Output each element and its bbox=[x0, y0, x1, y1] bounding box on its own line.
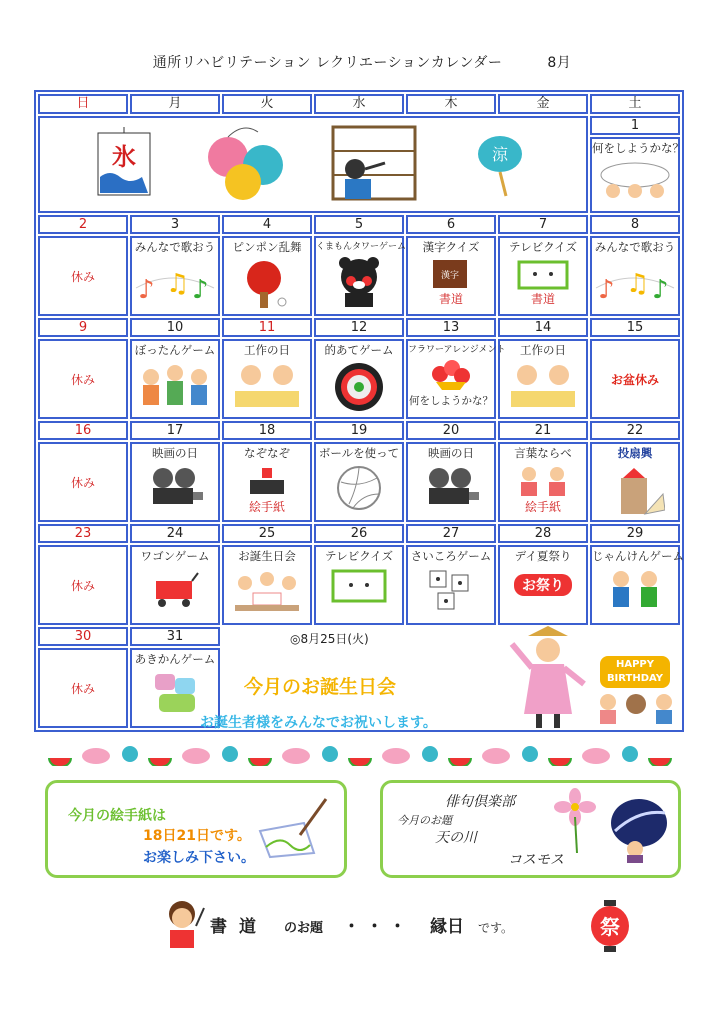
summer-illustration-cell bbox=[38, 116, 588, 213]
day-29-num: 29 bbox=[590, 524, 680, 543]
happy-birthday-sign bbox=[600, 656, 670, 688]
day-5-cell bbox=[314, 236, 407, 316]
weekday-thu: 木 bbox=[406, 94, 496, 114]
day-13-label: フラワーアレンジメント bbox=[408, 345, 506, 355]
garland-watermelon-icon bbox=[448, 758, 472, 766]
etegami-line3: お楽しみ下さい。 bbox=[143, 850, 255, 866]
calligraphy-girl-icon bbox=[160, 898, 206, 952]
craft-kids-icon bbox=[505, 361, 581, 411]
garland-fan-icon bbox=[322, 746, 338, 762]
day-23-num: 23 bbox=[38, 524, 128, 543]
haiku-subtitle: 今月のお題 bbox=[397, 814, 452, 827]
svg-text:♪: ♪ bbox=[138, 275, 155, 305]
day-19-cell bbox=[314, 442, 404, 522]
day-19-num: 19 bbox=[314, 421, 404, 440]
flower-arrangement-icon bbox=[426, 358, 476, 392]
page-title bbox=[0, 52, 724, 72]
garland-fan-icon bbox=[222, 746, 238, 762]
day-29-cell bbox=[590, 545, 684, 625]
summer-garland bbox=[44, 744, 684, 766]
etegami-line2: 18日21日です。 bbox=[143, 828, 251, 844]
haiku-theme-1: 天の川 bbox=[435, 830, 477, 846]
quiz-show-icon bbox=[513, 464, 573, 498]
week1-row bbox=[38, 116, 680, 135]
day-21-num: 21 bbox=[498, 421, 588, 440]
day-3-num: 3 bbox=[130, 215, 220, 234]
week3-event-row bbox=[38, 339, 680, 419]
garland-fan-icon bbox=[122, 746, 138, 762]
day-15-num: 15 bbox=[590, 318, 680, 337]
day-8-cell bbox=[590, 236, 680, 316]
music-notes-icon bbox=[592, 258, 678, 308]
day-8-label: みんなで歌おう bbox=[594, 240, 676, 254]
kumamon-icon bbox=[337, 255, 381, 307]
day-28-cell bbox=[498, 545, 588, 625]
garland-watermelon-icon bbox=[48, 758, 72, 766]
day-28-label: デイ夏祭り bbox=[514, 549, 572, 563]
garland-watermelon-icon bbox=[148, 758, 172, 766]
day-25-num: 25 bbox=[222, 524, 312, 543]
day-16-num: 16 bbox=[38, 421, 128, 440]
tosenkyo-fan-icon bbox=[605, 464, 665, 516]
garland-water-balloon-icon bbox=[82, 748, 110, 764]
rock-paper-scissors-kids-icon bbox=[605, 567, 665, 611]
day-26-cell bbox=[314, 545, 404, 625]
cosmos-flower-icon bbox=[551, 787, 599, 855]
birthday-title: 今月のお誕生日会 bbox=[244, 676, 397, 698]
day-16-off: 休み bbox=[38, 442, 128, 522]
week2-event-row bbox=[38, 236, 680, 316]
day-19-label: ボールを使って bbox=[318, 446, 400, 460]
day-30-off: 休み bbox=[38, 648, 128, 728]
day-18-num: 18 bbox=[222, 421, 312, 440]
day-11-label: 工作の日 bbox=[244, 343, 290, 357]
weekday-mon: 月 bbox=[130, 94, 220, 114]
birthday-date: ◎8月25日(火) bbox=[290, 632, 369, 646]
music-notes-icon bbox=[132, 258, 218, 308]
garland-fan-icon bbox=[622, 746, 638, 762]
obon-holiday: お盆休み bbox=[590, 339, 680, 419]
garland-watermelon-icon bbox=[348, 758, 372, 766]
day-25-label: お誕生日会 bbox=[238, 549, 296, 563]
day-11-cell bbox=[222, 339, 312, 419]
day-26-label: テレビクイズ bbox=[324, 549, 394, 563]
day-9-num: 9 bbox=[38, 318, 128, 337]
day-1-cell bbox=[590, 137, 684, 213]
day-3-label: みんなで歌おう bbox=[134, 240, 216, 254]
day-10-label: ぼったんゲーム bbox=[134, 343, 216, 357]
shodo-subject: 縁日 bbox=[430, 917, 465, 937]
day-20-label: 映画の日 bbox=[428, 446, 474, 460]
garland-water-balloon-icon bbox=[582, 748, 610, 764]
day-17-num: 17 bbox=[130, 421, 220, 440]
day-25-cell bbox=[222, 545, 312, 625]
shodo-word: 書道 bbox=[210, 917, 268, 937]
day-1-label: 何をしようかな？ bbox=[592, 141, 684, 155]
day-12-num: 12 bbox=[314, 318, 404, 337]
day-12-cell bbox=[314, 339, 404, 419]
day-24-label: ワゴンゲーム bbox=[140, 549, 210, 563]
haiku-theme-2: コスモス bbox=[508, 852, 564, 868]
ping-pong-paddle-icon bbox=[242, 258, 292, 310]
day-20-num: 20 bbox=[406, 421, 496, 440]
day-29-label: じゃんけんゲーム bbox=[592, 549, 684, 563]
day-27-label: さいころゲーム bbox=[410, 549, 492, 563]
svg-text:涼: 涼 bbox=[491, 145, 509, 164]
svg-text:♪: ♪ bbox=[652, 275, 669, 305]
craft-kids-icon bbox=[229, 361, 305, 411]
etegami-box bbox=[45, 780, 347, 878]
day-14-num: 14 bbox=[498, 318, 588, 337]
day-14-cell bbox=[498, 339, 588, 419]
weekday-sun: 日 bbox=[38, 94, 128, 114]
day-7-cell bbox=[498, 236, 588, 316]
movie-projector-icon bbox=[145, 464, 205, 514]
garland-watermelon-icon bbox=[248, 758, 272, 766]
happy-birthday-line2: BIRTHDAY bbox=[606, 673, 664, 684]
day-13-sub: 何をしようかな？ bbox=[409, 395, 493, 407]
svg-text:氷: 氷 bbox=[112, 143, 136, 171]
day-27-cell bbox=[406, 545, 496, 625]
cans-icon bbox=[147, 670, 203, 720]
day-28-num: 28 bbox=[498, 524, 588, 543]
buzzer-icon bbox=[242, 464, 292, 498]
day-8-num: 8 bbox=[590, 215, 680, 234]
day-13-cell bbox=[406, 339, 506, 419]
day-11-num: 11 bbox=[222, 318, 312, 337]
day-18-cell bbox=[222, 442, 312, 522]
weekday-sat: 土 bbox=[590, 94, 680, 114]
water-balloon-icon bbox=[208, 128, 283, 200]
elderly-group-icon bbox=[137, 361, 213, 411]
day-21-label: 言葉ならべ bbox=[514, 446, 572, 460]
day-22-cell bbox=[590, 442, 680, 522]
day-7-num: 7 bbox=[498, 215, 588, 234]
svg-text:♪: ♪ bbox=[598, 275, 615, 305]
garland-water-balloon-icon bbox=[182, 748, 210, 764]
garland-water-balloon-icon bbox=[382, 748, 410, 764]
week4-num-row bbox=[38, 421, 680, 440]
day-30-num: 30 bbox=[38, 627, 128, 646]
day-23-off: 休み bbox=[38, 545, 128, 625]
birthday-party-icon bbox=[229, 567, 305, 613]
day-26-num: 26 bbox=[314, 524, 404, 543]
wagon-icon bbox=[150, 567, 200, 611]
day-10-cell bbox=[130, 339, 220, 419]
garland-water-balloon-icon bbox=[482, 748, 510, 764]
calendar-title: 通所リハビリテーション レクリエーションカレンダー bbox=[152, 55, 503, 71]
day-20-cell bbox=[406, 442, 496, 522]
day-22-num: 22 bbox=[590, 421, 680, 440]
day-14-label: 工作の日 bbox=[520, 343, 566, 357]
tv-icon bbox=[329, 567, 389, 607]
garland-fan-icon bbox=[422, 746, 438, 762]
festival-lantern-icon bbox=[588, 898, 632, 954]
festival-badge: お祭り bbox=[514, 574, 572, 596]
garland-fan-icon bbox=[522, 746, 538, 762]
week5-num-row bbox=[38, 524, 680, 543]
shooting-gallery-icon bbox=[333, 127, 415, 199]
day-24-cell bbox=[130, 545, 220, 625]
ice-flag-icon bbox=[98, 127, 150, 195]
dartboard-icon bbox=[333, 361, 385, 413]
day-24-num: 24 bbox=[130, 524, 220, 543]
day-5-num: 5 bbox=[314, 215, 404, 234]
volleyball-icon bbox=[335, 464, 383, 512]
day-18-sub: 絵手紙 bbox=[248, 500, 285, 514]
garland-watermelon-icon bbox=[548, 758, 572, 766]
day-21-sub: 絵手紙 bbox=[524, 500, 561, 514]
haiku-box bbox=[380, 780, 681, 878]
thinking-people-icon bbox=[595, 159, 675, 199]
milky-way-icon bbox=[609, 795, 671, 865]
paintbrush-paper-icon bbox=[256, 795, 330, 859]
day-6-cell bbox=[406, 236, 496, 316]
shodo-dots: ・・・ bbox=[343, 917, 413, 937]
shodo-topic: のお題 bbox=[284, 921, 324, 936]
day-18-label: なぞなぞ bbox=[244, 446, 290, 460]
day-2-off: 休み bbox=[38, 236, 128, 316]
day-4-label: ピンポン乱舞 bbox=[232, 240, 302, 254]
birthday-message: お誕生者様をみんなでお祝いします。 bbox=[200, 715, 437, 731]
garland-water-balloon-icon bbox=[282, 748, 310, 764]
movie-projector-icon bbox=[421, 464, 481, 514]
day-3-cell bbox=[130, 236, 220, 316]
day-12-label: 的あてゲーム bbox=[324, 343, 394, 357]
weekday-wed: 水 bbox=[314, 94, 404, 114]
day-31-label: あきかんゲーム bbox=[134, 652, 216, 666]
day-10-num: 10 bbox=[130, 318, 220, 337]
day-21-cell bbox=[498, 442, 588, 522]
day-6-num: 6 bbox=[406, 215, 496, 234]
weekday-tue: 火 bbox=[222, 94, 312, 114]
day-2-num: 2 bbox=[38, 215, 128, 234]
day-1-num: 1 bbox=[590, 116, 680, 135]
weekday-header-row bbox=[38, 94, 680, 114]
day-7-label: テレビクイズ bbox=[508, 240, 578, 254]
svg-text:♫: ♫ bbox=[166, 269, 190, 299]
birthday-kids-icon bbox=[594, 690, 678, 726]
etegami-line1: 今月の絵手紙は bbox=[68, 808, 166, 824]
day-31-num: 31 bbox=[130, 627, 220, 646]
day-6-sub: 書道 bbox=[438, 292, 463, 306]
garland-watermelon-icon bbox=[648, 758, 672, 766]
day-7-sub: 書道 bbox=[530, 292, 555, 306]
weekday-fri: 金 bbox=[498, 94, 588, 114]
happy-birthday-line1: HAPPY bbox=[615, 659, 654, 670]
day-17-label: 映画の日 bbox=[152, 446, 198, 460]
week4-event-row bbox=[38, 442, 680, 522]
week3-num-row bbox=[38, 318, 680, 337]
shodo-theme bbox=[210, 912, 513, 937]
day-13-num: 13 bbox=[406, 318, 496, 337]
day-22-label: 投扇興 bbox=[617, 446, 653, 460]
day-17-cell bbox=[130, 442, 220, 522]
svg-text:漢字: 漢字 bbox=[440, 271, 460, 281]
day-4-cell bbox=[222, 236, 312, 316]
dancer-icon bbox=[508, 624, 588, 734]
day-9-off: 休み bbox=[38, 339, 128, 419]
svg-text:♫: ♫ bbox=[626, 269, 650, 299]
dictionary-icon bbox=[431, 258, 471, 290]
dice-icon bbox=[426, 567, 476, 613]
shodo-desu: です。 bbox=[478, 921, 514, 935]
summer-illustrations bbox=[43, 119, 583, 207]
tv-icon bbox=[515, 258, 571, 290]
week2-num-row bbox=[38, 215, 680, 234]
week5-event-row bbox=[38, 545, 680, 625]
haiku-title: 俳句倶楽部 bbox=[445, 794, 515, 810]
month-label: 8月 bbox=[547, 55, 572, 71]
day-4-num: 4 bbox=[222, 215, 312, 234]
svg-text:♪: ♪ bbox=[192, 275, 209, 305]
fan-icon bbox=[478, 136, 522, 196]
svg-text:祭: 祭 bbox=[600, 915, 620, 939]
day-6-label: 漢字クイズ bbox=[422, 240, 480, 254]
day-5-label: くまもんタワーゲーム bbox=[316, 242, 407, 252]
day-27-num: 27 bbox=[406, 524, 496, 543]
